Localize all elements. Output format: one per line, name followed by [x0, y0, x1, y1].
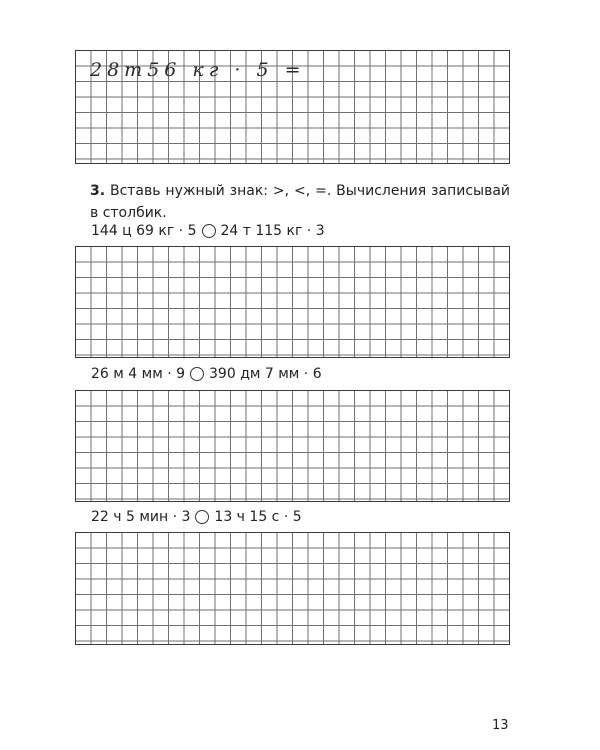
grid-area-2[interactable] — [75, 390, 510, 502]
handwritten-expression: 28т56 кг · 5 = — [90, 59, 306, 81]
grid-area-3[interactable] — [75, 532, 510, 645]
expression-right: 13 ч 15 с · 5 — [214, 509, 302, 525]
task-text: Вставь нужный знак: >, <, =. Вычисления записывай в столбик. — [90, 183, 510, 221]
page-number: 13 — [492, 718, 509, 733]
comparison-expression-3 — [91, 509, 302, 525]
expression-left: 26 м 4 мм · 9 — [91, 366, 186, 382]
expression-right: 24 т 115 кг · 3 — [220, 223, 325, 239]
comparison-circle[interactable] — [190, 367, 204, 381]
expression-left: 144 ц 69 кг · 5 — [91, 223, 197, 239]
grid-area-1[interactable] — [75, 246, 510, 358]
comparison-expression-2 — [91, 366, 322, 382]
comparison-expression-1 — [91, 223, 325, 239]
task-number: 3. — [90, 183, 106, 199]
task-instruction — [90, 180, 510, 224]
comparison-circle[interactable] — [202, 224, 216, 238]
expression-left: 22 ч 5 мин · 3 — [91, 509, 191, 525]
expression-right: 390 дм 7 мм · 6 — [209, 366, 322, 382]
comparison-circle[interactable] — [195, 510, 209, 524]
